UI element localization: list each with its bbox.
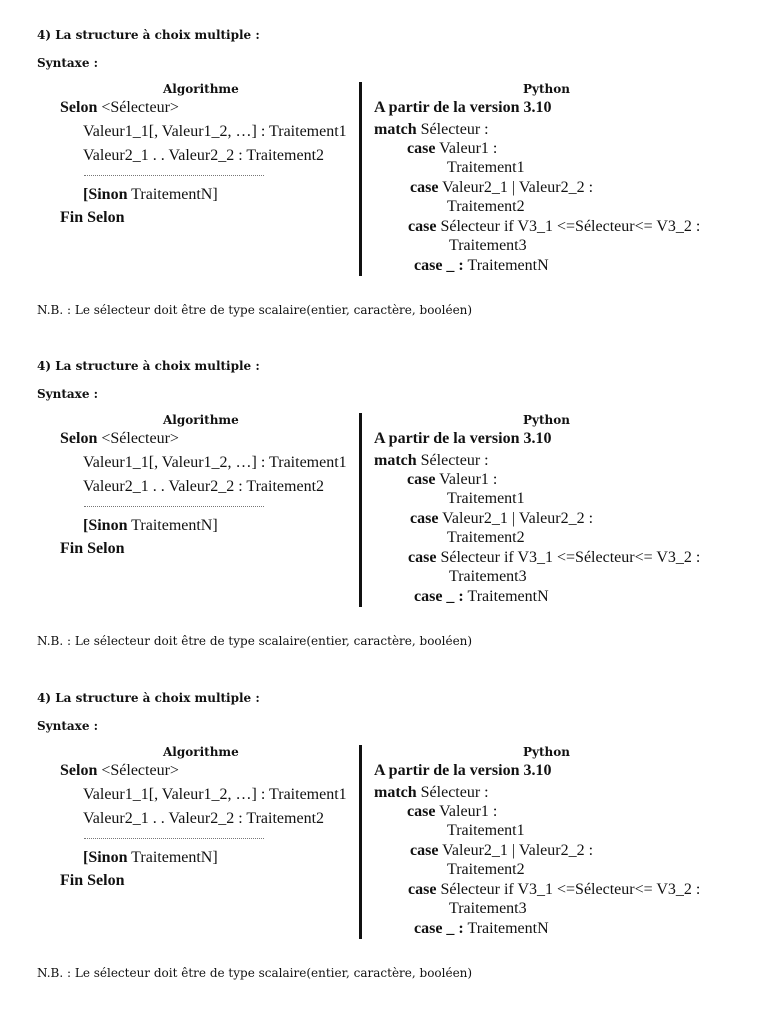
python-line-case-default: case _ : TraitementN — [414, 920, 549, 937]
python-line-case-1: case Valeur1 : — [407, 471, 498, 488]
algo-line-fin-selon: Fin Selon — [60, 209, 125, 226]
python-line-match: match Sélecteur : — [374, 784, 489, 801]
dotted-separator — [84, 175, 264, 176]
scalar-note: N.B. : Le sélecteur doit être de type scalaire(entier, caractère, booléen) — [37, 966, 473, 980]
python-line-case-3: case Sélecteur if V3_1 <=Sélecteur<= V3_2 : — [408, 549, 701, 566]
algo-line-case-2: Valeur2_1 . . Valeur2_2 : Traitement2 — [83, 478, 325, 495]
section-heading: 4) La structure à choix multiple : — [37, 691, 260, 705]
keyword: Selon — [60, 762, 98, 779]
scalar-note: N.B. : Le sélecteur doit être de type scalaire(entier, caractère, booléen) — [37, 303, 473, 317]
python-line-case-default: case _ : TraitementN — [414, 588, 549, 605]
python-line-case-3: case Sélecteur if V3_1 <=Sélecteur<= V3_2 : — [408, 218, 701, 235]
python-line-case-3: case Sélecteur if V3_1 <=Sélecteur<= V3_2 : — [408, 881, 701, 898]
python-line-traitement-1: Traitement1 — [447, 490, 525, 507]
keyword: Selon — [60, 99, 98, 116]
scalar-note: N.B. : Le sélecteur doit être de type scalaire(entier, caractère, booléen) — [37, 634, 473, 648]
algorithm-column-header: Algorithme — [163, 413, 239, 427]
algo-line-fin-selon: Fin Selon — [60, 540, 125, 557]
algo-line-selon: Selon <Sélecteur> — [60, 430, 179, 447]
algo-line-case-1: Valeur1_1[, Valeur1_2, …] : Traitement1 — [83, 786, 347, 803]
python-line-traitement-1: Traitement1 — [447, 159, 525, 176]
python-column-header: Python — [523, 745, 570, 759]
python-line-traitement-3: Traitement3 — [449, 900, 527, 917]
syntax-section-2 — [0, 331, 768, 663]
keyword: [Sinon — [83, 186, 128, 203]
python-line-traitement-3: Traitement3 — [449, 568, 527, 585]
keyword: [Sinon — [83, 517, 128, 534]
algo-line-case-1: Valeur1_1[, Valeur1_2, …] : Traitement1 — [83, 123, 347, 140]
python-line-traitement-2: Traitement2 — [447, 861, 525, 878]
algo-line-sinon: [Sinon TraitementN] — [83, 517, 218, 534]
algo-line-selon: Selon <Sélecteur> — [60, 762, 179, 779]
column-divider — [359, 413, 362, 607]
algorithm-column-header: Algorithme — [163, 82, 239, 96]
python-line-match: match Sélecteur : — [374, 121, 489, 138]
python-line-traitement-2: Traitement2 — [447, 529, 525, 546]
section-heading: 4) La structure à choix multiple : — [37, 359, 260, 373]
python-line-case-1: case Valeur1 : — [407, 803, 498, 820]
algo-line-fin-selon: Fin Selon — [60, 872, 125, 889]
algo-line-sinon: [Sinon TraitementN] — [83, 849, 218, 866]
algo-line-sinon: [Sinon TraitementN] — [83, 186, 218, 203]
syntax-label: Syntaxe : — [37, 719, 99, 733]
python-line-traitement-3: Traitement3 — [449, 237, 527, 254]
column-divider — [359, 82, 362, 276]
keyword: [Sinon — [83, 849, 128, 866]
python-line-case-1: case Valeur1 : — [407, 140, 498, 157]
python-line-case-2: case Valeur2_1 | Valeur2_2 : — [410, 510, 594, 527]
syntax-label: Syntaxe : — [37, 56, 99, 70]
python-line-case-2: case Valeur2_1 | Valeur2_2 : — [410, 179, 594, 196]
dotted-separator — [84, 838, 264, 839]
python-version-note: A partir de la version 3.10 — [374, 430, 552, 447]
python-version-note: A partir de la version 3.10 — [374, 99, 552, 116]
section-heading: 4) La structure à choix multiple : — [37, 28, 260, 42]
algorithm-column-header: Algorithme — [163, 745, 239, 759]
python-line-case-default: case _ : TraitementN — [414, 257, 549, 274]
python-line-traitement-2: Traitement2 — [447, 198, 525, 215]
python-column-header: Python — [523, 82, 570, 96]
algo-line-selon: Selon <Sélecteur> — [60, 99, 179, 116]
syntax-section-3 — [0, 663, 768, 995]
algo-line-case-2: Valeur2_1 . . Valeur2_2 : Traitement2 — [83, 147, 325, 164]
syntax-label: Syntaxe : — [37, 387, 99, 401]
python-column-header: Python — [523, 413, 570, 427]
keyword: Selon — [60, 430, 98, 447]
column-divider — [359, 745, 362, 939]
algo-line-case-1: Valeur1_1[, Valeur1_2, …] : Traitement1 — [83, 454, 347, 471]
syntax-section-1 — [0, 0, 768, 332]
python-line-case-2: case Valeur2_1 | Valeur2_2 : — [410, 842, 594, 859]
dotted-separator — [84, 506, 264, 507]
python-line-traitement-1: Traitement1 — [447, 822, 525, 839]
python-line-match: match Sélecteur : — [374, 452, 489, 469]
algo-line-case-2: Valeur2_1 . . Valeur2_2 : Traitement2 — [83, 810, 325, 827]
python-version-note: A partir de la version 3.10 — [374, 762, 552, 779]
